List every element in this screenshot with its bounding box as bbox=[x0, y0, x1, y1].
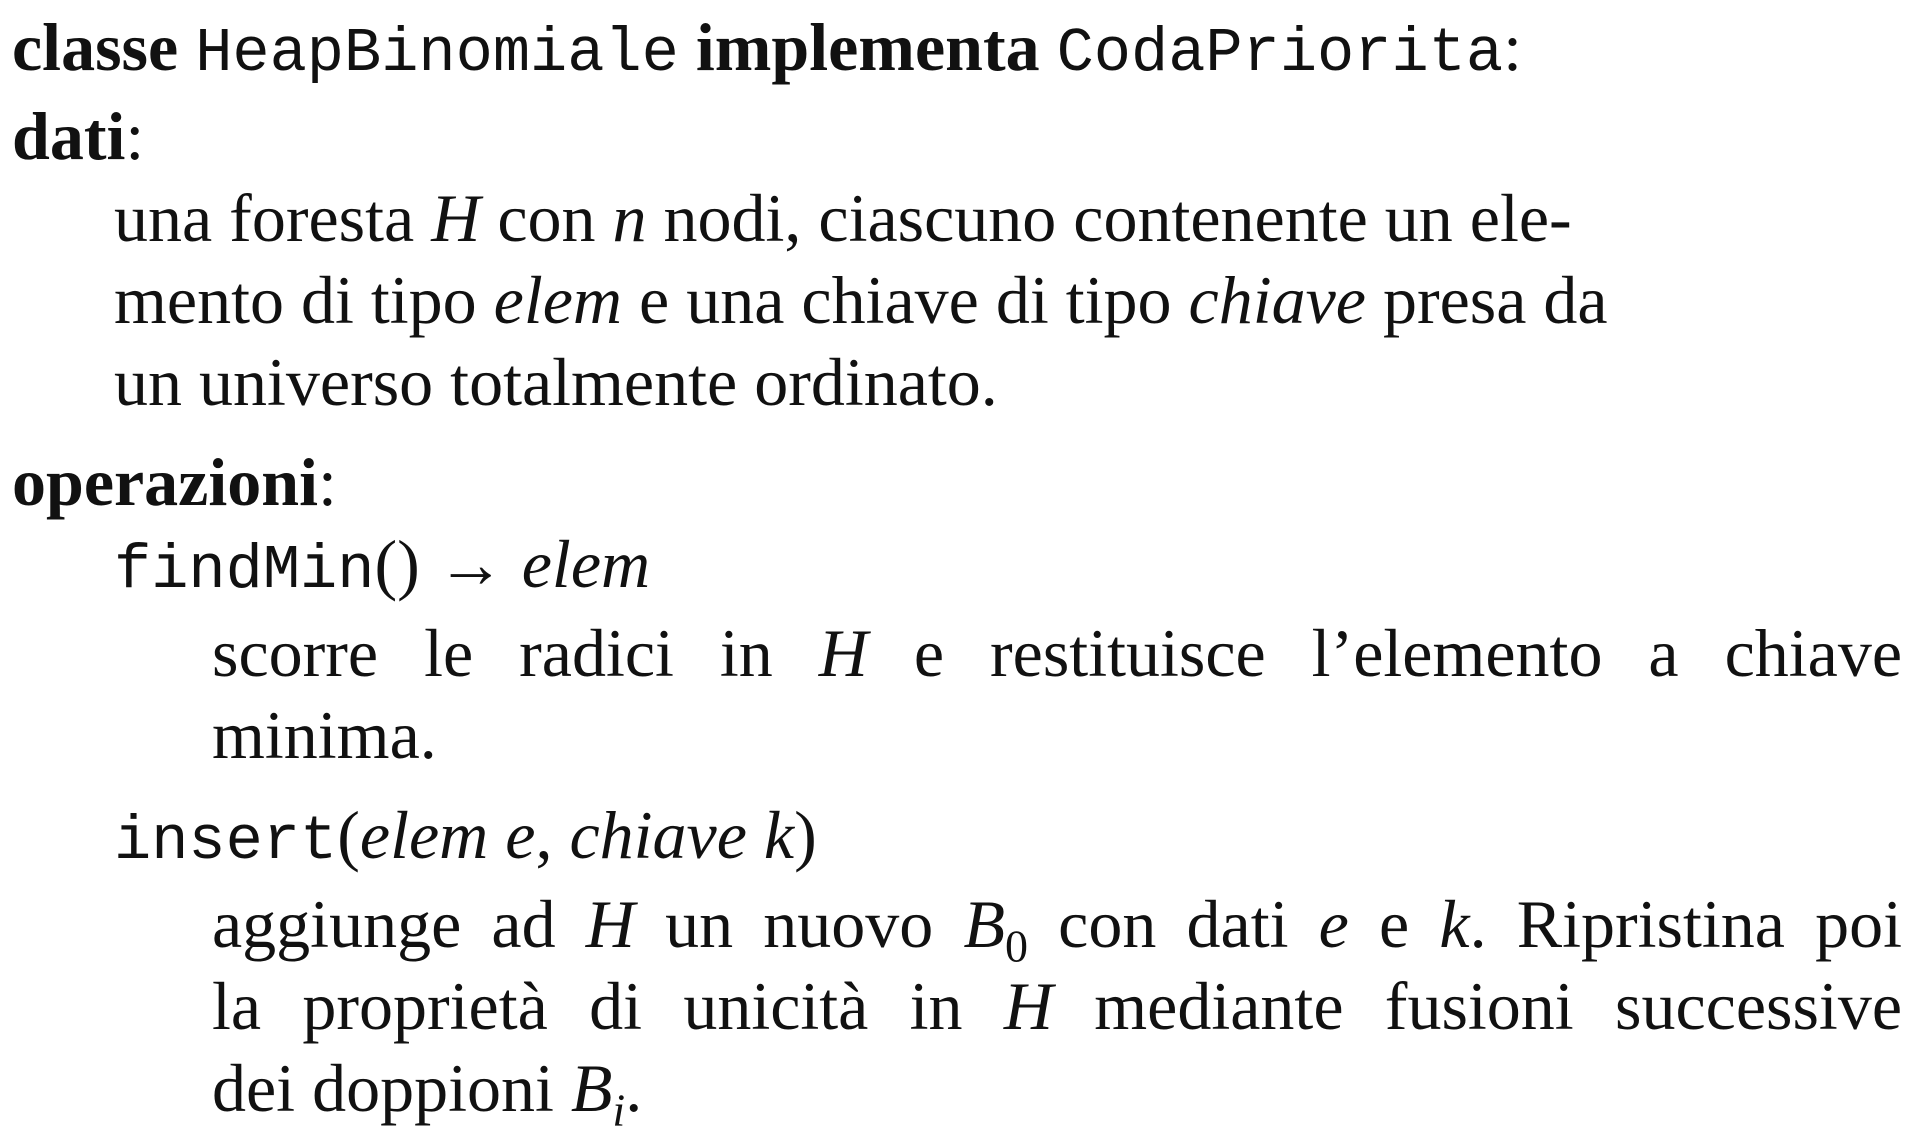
math-B: B bbox=[570, 1050, 613, 1126]
keyword-operazioni: operazioni bbox=[12, 444, 318, 520]
text: . bbox=[625, 1050, 643, 1126]
data-description-line-3: un universo totalmente ordinato. bbox=[114, 344, 998, 420]
operations-section-label bbox=[12, 441, 1902, 523]
keyword-implementa: implementa bbox=[695, 9, 1040, 85]
text: presa da bbox=[1365, 262, 1608, 338]
text: la proprietà di unicità in bbox=[212, 968, 1004, 1044]
operazioni-colon: : bbox=[317, 444, 337, 520]
text: e restituisce l’elemento a chiave bbox=[867, 615, 1903, 691]
math-elem: elem bbox=[493, 262, 623, 338]
class-header bbox=[12, 6, 1902, 95]
findmin-description-line-2: minima. bbox=[212, 697, 437, 773]
insert-signature bbox=[12, 794, 1902, 883]
insert-description-line-2 bbox=[12, 965, 1902, 1047]
math-B: B bbox=[963, 886, 1005, 962]
findmin-name: findMin bbox=[114, 535, 375, 606]
interface-name: CodaPriorita bbox=[1056, 18, 1504, 89]
math-H: H bbox=[1003, 968, 1053, 1044]
insert-description-line-1 bbox=[12, 883, 1903, 972]
spacer bbox=[12, 776, 1902, 794]
text: una foresta bbox=[114, 180, 432, 256]
math-k: k bbox=[1439, 886, 1470, 962]
math-H: H bbox=[585, 886, 635, 962]
param-name-k: k bbox=[746, 797, 795, 873]
math-chiave: chiave bbox=[1188, 262, 1366, 338]
text: scorre le radici in bbox=[212, 615, 819, 691]
text: con dati bbox=[1027, 886, 1319, 962]
class-name: HeapBinomiale bbox=[195, 18, 679, 89]
keyword-classe: classe bbox=[12, 9, 179, 85]
param-type-chiave: chiave bbox=[569, 797, 747, 873]
text: e una chiave di tipo bbox=[622, 262, 1189, 338]
findmin-params: () bbox=[374, 526, 420, 602]
param-separator: , bbox=[535, 797, 570, 873]
spacer bbox=[12, 423, 1902, 441]
text: con bbox=[480, 180, 613, 256]
dati-colon: : bbox=[125, 98, 145, 174]
subscript-0: 0 bbox=[1004, 920, 1028, 972]
text: dei doppioni bbox=[212, 1050, 571, 1126]
subscript-i: i bbox=[612, 1084, 626, 1136]
math-H: H bbox=[818, 615, 868, 691]
param-name-e: e bbox=[488, 797, 536, 873]
math-e: e bbox=[1318, 886, 1349, 962]
text: nodi, ciascuno contenente un ele- bbox=[646, 180, 1572, 256]
document-page bbox=[12, 6, 1903, 1136]
insert-description-line-3 bbox=[12, 1047, 1902, 1136]
findmin-signature bbox=[12, 523, 1902, 612]
data-section-label bbox=[12, 95, 1902, 177]
paren-close: ) bbox=[794, 797, 817, 873]
text: un nuovo bbox=[634, 886, 964, 962]
text: aggiunge ad bbox=[212, 886, 586, 962]
header-colon: : bbox=[1503, 9, 1522, 85]
param-type-elem: elem bbox=[359, 797, 489, 873]
data-description-line-2 bbox=[12, 259, 1902, 341]
text: e bbox=[1348, 886, 1440, 962]
math-H: H bbox=[431, 180, 481, 256]
keyword-dati: dati bbox=[12, 98, 126, 174]
arrow: → bbox=[419, 526, 522, 602]
insert-name: insert bbox=[114, 806, 338, 877]
data-description-line-1 bbox=[12, 177, 1902, 259]
paren-open: ( bbox=[337, 797, 360, 873]
findmin-description-line-1 bbox=[12, 612, 1902, 694]
text: . Ripristina poi bbox=[1469, 886, 1903, 962]
text: mediante fusioni successive bbox=[1052, 968, 1902, 1044]
text: mento di tipo bbox=[114, 262, 494, 338]
findmin-return-type: elem bbox=[521, 526, 651, 602]
math-n: n bbox=[612, 180, 647, 256]
